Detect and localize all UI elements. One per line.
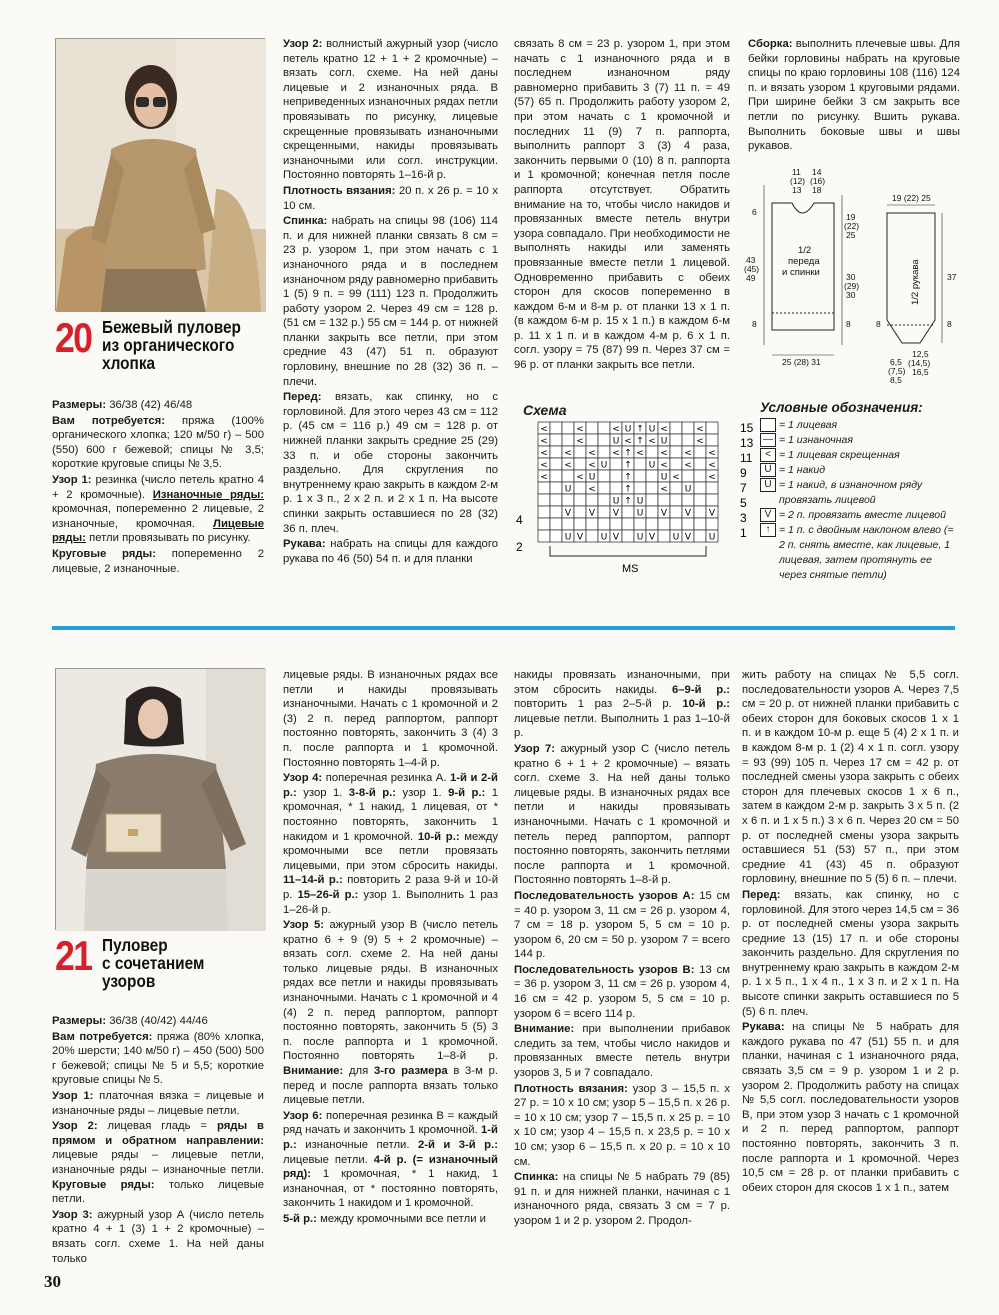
article-21-column-1 (52, 1014, 265, 1265)
chart-cell (562, 434, 574, 446)
paragraph: Круговые ряды: попеременно 2 лицевые, 2 изнаночные. (52, 547, 264, 575)
chart-cell (550, 494, 562, 506)
chart-symbol: < (696, 424, 704, 435)
chart-cell (574, 506, 586, 518)
chart-cell (550, 458, 562, 470)
chart-cell (634, 458, 646, 470)
legend-symbol-icon: U (760, 478, 776, 492)
repeat-bracket (550, 546, 706, 556)
chart-symbol: U (708, 532, 716, 543)
chart-symbol: U (624, 424, 632, 435)
chart-symbol: U (612, 496, 620, 507)
ms-label: MS (622, 563, 639, 575)
paragraph: Вам потребуется: пряжа (100% органического хлопка; 120 м/50 г) – 500 (550) 600 г бежевой; спицы № 3,5; короткие круговые спицы № 3,5. (52, 414, 264, 471)
paragraph: связать 8 см = 23 р. узором 1, при этом начать с 1 изнаночного ряда и в последнем изнаночном ряду равномерно прибавить 3 (7) 11 п. = 49 (57) 65 п. Продолжить работу узором 2, при этом начать с 1 кромочной и последних 11 (9) 7 п. раппорта, выполнить раппорт 3 (3) 4 раза, закончить первыми 0 (10) 8 п. раппорта и 1 кромочной; конечная петля после раппорта отсутствует. Обратить внимание на то, чтобы число накидов и провязанных вместе петель внутри узора совпадало. При необходимости не выполнять накиды или заменять провязанные вместе петли 1 лицевой. Одновременно прибавить с обеих сторон для скосов попеременно в каждом 6-м и 8-м р. от планки 13 x 1 п. (в каждом 6-м р. 15 x 1 п.) в каждом 6-м р. 11 x 1 п. и в каждом 4-м р. 6 x 1 п. согл. узору = 75 (87) 99 п. Через 37 см = 96 р. от планки закрыть все петли. (514, 38, 730, 372)
paragraph: Узор 2: волнистый ажурный узор (число петель кратно 12 + 1 + 2 кромочные) – вязать согл. схеме. На ней даны лицевые и 2 изнаночных ряда. В неприведенных изнаночных рядах петли провязывать по рисунку, лицевые скрещенные провязывать изнаночными скрещенными, накиды провязывать изнаночными или согл. инструкции. Постоянно повторять 1–16-й р. (283, 38, 498, 182)
chart-cell (634, 518, 646, 530)
row-number-right: 1 (740, 526, 747, 540)
row-number-right: 7 (740, 481, 747, 495)
chart-cell (586, 422, 598, 434)
chart-cell (634, 470, 646, 482)
chart-cell (550, 434, 562, 446)
legend-symbol-icon: — (760, 433, 776, 447)
dim-label: 16,5 (912, 367, 929, 377)
article-21-column-4 (742, 668, 959, 1260)
chart-cell (598, 494, 610, 506)
chart-cell (550, 470, 562, 482)
chart-cell (598, 506, 610, 518)
dim-label: 12,5 (912, 349, 929, 359)
chart-cell (682, 518, 694, 530)
chart-symbol: U (672, 532, 680, 543)
paragraph: Последовательность узоров А: 15 см = 40 р. узором 3, 11 см = 26 р. узором 4, 7 см = 18 р. узором 5, 5 см = 10 р. узором 6, 20 см = 50 р. узором 7 = всего 144 р. (514, 889, 730, 961)
chart-cell (538, 530, 550, 542)
chart-cell (682, 494, 694, 506)
chart-symbol: U (612, 436, 620, 447)
dim-label: 8 (846, 319, 851, 329)
chart-cell (694, 530, 706, 542)
chart-symbol: < (612, 448, 620, 459)
title-line: Пуловер (101, 935, 168, 955)
paragraph: жить работу на спицах № 5,5 согл. последовательности узоров А. Через 7,5 см = 20 р. от нижней планки прибавить с обеих сторон для боковых скосов 1 x 1 п. и в каждом 10-м р. еще 5 (4) 2 x 1 п. и в каждом 8-м р. 1 (2) 4 x 1 п. согл. узору = 93 (99) 105 п. Через 17 см = 42 р. от последней смены узора закрыть с обеих сторон для плечевых скосов 1 x 6 п., затем в каждом 2-м р. закрыть 3 x 5 п. (2 x 6 п. и 1 x 5 п.) 3 x 6 п. Через 20 см = 50 р. от последней смены узора закрыть оставшиеся 51 (53) 57 п., при этом средние 41 (43) 45 п. образуют горловину, внешние по 5 (5) 6 п. – плечи. (742, 669, 959, 886)
chart-cell (670, 458, 682, 470)
article-20-column-2 (283, 37, 498, 597)
dim-label: 18 (812, 185, 822, 195)
paragraph: Узор 4: поперечная резинка А. 1-й и 2-й р.: узор 1. 3-8-й р.: узор 1. 9-й р.: 1 кромочная, * 1 накид, 1 лицевая, от * постоянно повторять, закончить 1 накидом и 1 кромочной. 10-й р.: между кромочными все петли провязать лицевыми, при этом сбросить накиды. 11–14-й р.: повторить 2 раза 9-й и 10-й р. 15–26-й р.: узор 1. Выполнить 1 раз 1–26-й р. (283, 772, 499, 916)
chart-cell (562, 470, 574, 482)
chart-symbol: U (600, 532, 608, 543)
paragraph: Плотность вязания: 20 п. x 26 р. = 10 x 10 см. (283, 184, 498, 212)
chart-cell (550, 482, 562, 494)
chart-symbol: ↑ (624, 460, 632, 471)
legend-text: = 1 лицевая (779, 419, 838, 431)
chart-symbol: ↑ (624, 448, 632, 459)
chart-symbol: U (636, 496, 644, 507)
title-line: с сочетанием (101, 953, 205, 973)
paragraph: накиды провязать изнаночными, при этом сбросить накиды. 6–9-й р.: повторить 1 раз 2–5-й р. 10-й р.: лицевые петли. Выполнить 1 раз 1–10-й р. (514, 669, 730, 740)
chart-cell (586, 530, 598, 542)
chart-cell (598, 446, 610, 458)
chart-cell (550, 518, 562, 530)
paragraph: Перед: вязать, как спинку, но с горловиной. Для этого через 14,5 см = 36 р. от последней смены узора закрыть средние 13 (15) 17 п. и обе стороны закончить раздельно. Для скругления по внутреннему краю закрыть в каждом 2-м р. 1 x 5 п., 1 x 4 п., 1 x 3 п. и 2 x 1 п. На высоте спинки закрыть оставшиеся по 5 (5) 6 п. плеч. (742, 888, 959, 1018)
chart-cell (706, 518, 718, 530)
dim-label: 11 (792, 167, 801, 177)
chart-symbol: V (588, 508, 596, 519)
chart-symbol: U (648, 460, 656, 471)
chart-cell (694, 494, 706, 506)
chart-cell (610, 470, 622, 482)
paragraph: Спинка: на спицы № 5 набрать 79 (85) 91 п. и для нижней планки, начиная с 1 изнаночного ряда, связать 3 см = 7 р. узором 1 и 2 р. узором 2. Продол- (514, 1171, 730, 1227)
chart-cell (646, 470, 658, 482)
legend-title: Условные обозначения: (760, 400, 923, 415)
legend-item (760, 418, 960, 433)
legend-text: = 1 изнаночная (779, 434, 853, 446)
chart-symbol: U (636, 508, 644, 519)
chart-symbol: < (540, 472, 548, 483)
legend-symbol-icon: ↑ (760, 523, 776, 537)
chart-symbol: ↑ (624, 484, 632, 495)
chart-cell (574, 446, 586, 458)
chart-cell (550, 530, 562, 542)
dim-label: 8 (876, 319, 881, 329)
photo-beige-pullover (55, 38, 265, 311)
chart-symbol: U (684, 484, 692, 495)
paragraph: Узор 6: поперечная резинка В = каждый ряд начать и закончить 1 кромочной. 1-й р.: изнаночные петли. 2-й и 3-й р.: лицевые петли. 4-й р. (= изнаночный ряд): 1 кромочная, * 1 накид, 1 изнаночная, от * постоянно повторять, закончить 1 накидом и 1 кромочной. (283, 1109, 498, 1210)
chart-cell (706, 494, 718, 506)
chart-cell (574, 482, 586, 494)
legend-text: = 1 накид, в изнаночном ряду провязать лицевой (779, 479, 923, 506)
paragraph: Узор 7: ажурный узор С (число петель кратно 6 + 1 + 2 кромочные) – вязать согл. схеме 3. На ней даны только лицевые ряды. В изнаночных рядах все петли и накиды провязывать изнаночными. Начать с 1 кромочной и петель перед раппортом, раппорт постоянно повторять, закончить петлями после раппорта и 1 кромочной. Постоянно повторять 1–8-й р. (514, 742, 730, 887)
row-number-right: 11 (740, 451, 753, 465)
chart-symbol: U (600, 460, 608, 471)
paragraph: лицевые ряды. В изнаночных рядах все петли и накиды провязывать изнаночными. Начать с 1 кромочной и 2 (3) 2 п. перед раппортом, раппорт постоянно повторять, закончить 3 (4) 3 п. после раппорта и 1 кромочной. Постоянно повторять 1–4-й р. (283, 669, 498, 769)
paragraph: Вам потребуется: пряжа (80% хлопка, 20% шерсти; 140 м/50 г) – 450 (500) 500 г бежевой; спицы № 5 и 5,5; короткие круговые спицы № 5. (52, 1030, 264, 1087)
schema-title: Схема (523, 402, 567, 418)
chart-symbol: < (564, 448, 572, 459)
photo-combined-pattern-pullover (55, 668, 265, 930)
row-number-right: 9 (740, 466, 747, 480)
chart-cell (598, 518, 610, 530)
chart-cell (574, 458, 586, 470)
dim-label: (29) (844, 281, 860, 291)
chart-symbol: V (612, 508, 620, 519)
chart-cell (538, 494, 550, 506)
chart-cell (562, 494, 574, 506)
dim-label: 37 (947, 272, 957, 282)
chart-symbol: ↑ (624, 496, 632, 507)
row-number-right: 13 (740, 436, 754, 450)
dim-label: 14 (812, 167, 822, 177)
chart-cell (706, 482, 718, 494)
dim-label: (14,5) (908, 358, 931, 368)
legend (760, 400, 960, 583)
chart-symbol: U (636, 532, 644, 543)
paragraph: Узор 2: лицевая гладь = ряды в прямом и обратном направлении: лицевые ряды – лицевые петли, изнаночные ряды – изнаночные петли. Круговые ряды: только лицевые петли. (52, 1120, 265, 1206)
dim-label: (12) (790, 176, 806, 186)
chart-symbol: < (576, 424, 584, 435)
chart-symbol: V (708, 508, 716, 519)
title-line: из органического (101, 335, 235, 355)
dim-label: (22) (844, 221, 860, 231)
legend-symbol-icon (760, 418, 776, 432)
chart-cell (634, 482, 646, 494)
chart-cell (586, 434, 598, 446)
chart-symbol: V (660, 508, 668, 519)
chart-symbol: U (660, 472, 668, 483)
article-21-column-2 (283, 668, 498, 1260)
dim-label: (45) (744, 264, 760, 274)
article-20-column-1 (52, 398, 264, 598)
chart-cell (694, 518, 706, 530)
chart-symbol: < (648, 436, 656, 447)
dim-label: 25 (28) 31 (782, 357, 821, 367)
chart-symbol: < (612, 424, 620, 435)
chart-symbol: ↑ (636, 436, 644, 447)
chart-symbol: < (540, 448, 548, 459)
legend-item (760, 433, 960, 448)
paragraph: Рукава: набрать на спицы для каждого рукава по 46 (50) 54 п. и для планки (283, 538, 498, 565)
legend-text: = 1 накид (779, 464, 826, 476)
chart-symbol: < (624, 436, 632, 447)
dim-label: 19 (22) 25 (892, 193, 931, 203)
paragraph: Последовательность узоров В: 13 см = 36 р. узором 3, 11 см = 26 р. узором 4, 16 см = 42 р. узором 5, 5 см = 10 р. узором 6 = всего 114 р. (514, 963, 730, 1020)
dim-label: 43 (746, 255, 756, 265)
paragraph: Узор 5: ажурный узор В (число петель кратно 6 + 9 (9) 5 + 2 кромочные) – вязать согл. схеме 2. На ней даны только лицевые ряды. В изнаночных рядах все петли и накиды провязывать изнаночными. Начать с 1 кромочной и 4 (4) 2 п. перед раппортом, раппорт постоянно повторять, закончить 5 (5) 3 п. после раппорта и 1 кромочной. Постоянно повторять 1–8-й р. Внимание: для 3-го размера в 3-м р. перед и после раппорта вязать только лицевые петли. (283, 919, 498, 1107)
legend-item (760, 478, 960, 508)
chart-cell (538, 482, 550, 494)
chart-cell (562, 518, 574, 530)
chart-symbol: < (708, 472, 716, 483)
article-20-title (55, 314, 260, 373)
chart-symbol: U (564, 484, 572, 495)
paragraph: Узор 3: ажурный узор А (число петель кратно 4 + 1 (3) 1 + 2 кромочные) – вязать согл. схеме 1. На ней даны только (52, 1208, 264, 1265)
chart-cell (646, 482, 658, 494)
knitting-chart (510, 418, 754, 593)
dim-label: 49 (746, 273, 756, 283)
article-number: 20 (55, 314, 92, 361)
front-back-label-2: переда (788, 256, 820, 267)
chart-cell (646, 518, 658, 530)
chart-symbol: V (684, 508, 692, 519)
paragraph: Сборка: выполнить плечевые швы. Для бейки горловины набрать на круговые спицы по краю горловины 108 (116) 124 п. и вязать узором 1 круговыми рядами. При ширине бейки 3 см закрыть все петли по рисунку. Вшить рукава. Выполнить боковые швы и швы рукавов. (748, 38, 960, 153)
dim-label: 6 (752, 207, 757, 217)
paragraph: Перед: вязать, как спинку, но с горловиной. Для этого через 43 см = 112 р. (45 см = 116 р.) 49 см = 128 р. от нижней планки закрыть средние 25 (29) 33 п. и обе стороны закончить раздельно. Для скругления по внутреннему краю закрыть в каждом 2-м р. 1 x 3 п., 2 x 2 п. и 2 x 1 п. На высоте спинки закрыть оставшиеся по 28 (32) 36 п. плеч. (283, 391, 498, 535)
chart-cell (646, 446, 658, 458)
chart-cell (670, 482, 682, 494)
chart-cell (622, 506, 634, 518)
chart-symbol: < (564, 460, 572, 471)
legend-item (760, 463, 960, 478)
chart-cell (694, 506, 706, 518)
chart-cell (574, 494, 586, 506)
chart-cell (646, 494, 658, 506)
page-number: 30 (44, 1272, 61, 1291)
chart-symbol: < (540, 460, 548, 471)
chart-cell (586, 494, 598, 506)
chart-cell (682, 434, 694, 446)
dim-label: (7,5) (888, 366, 906, 376)
chart-symbol: U (648, 424, 656, 435)
row-number-left: 4 (516, 513, 523, 527)
row-number-right: 5 (740, 496, 747, 510)
chart-cell (658, 530, 670, 542)
chart-symbol: V (648, 532, 656, 543)
legend-text: = 1 лицевая скрещенная (779, 449, 900, 461)
dim-label: 25 (846, 230, 856, 240)
article-20-column-3 (514, 37, 730, 387)
dim-label: (16) (810, 176, 826, 186)
paragraph: Плотность вязания: узор 3 – 15,5 п. x 27 р. = 10 x 10 см; узор 5 – 15,5 п. x 26 р. = 10 x 10 см; узор 7 – 15,5 п. x 25 р. = 10 x 10 см; узор 4 – 15,5 п. x 23,5 р. = 10 x 10 см; узор 6 – 15,5 п. x 20 р. = 10 x 10 см. (514, 1082, 731, 1168)
garment-schematic (742, 165, 962, 395)
row-number-right: 15 (740, 421, 754, 435)
article-21-column-3 (514, 668, 730, 1260)
chart-cell (550, 446, 562, 458)
paragraph: Размеры: 36/38 (42) 46/48 (52, 399, 193, 411)
title-line: Бежевый пуловер (101, 317, 241, 337)
article-number: 21 (55, 932, 92, 979)
chart-cell (610, 458, 622, 470)
dim-label: 30 (846, 290, 856, 300)
chart-cell (694, 446, 706, 458)
legend-item (760, 448, 960, 463)
paragraph: Рукава: на спицы № 5 набрать для каждого рукава по 47 (51) 55 п. и для планки, начиная с 1 изнаночного ряда, связать 3,5 см = 9 р. узором 1 и 2 р. узором 2. Продолжить работу на спицах № 5,5 согл. последовательности узоров В, при этом узор 3 начать с 1 кромочной и 2 п. перед раппортом, раппорт постоянно повторять, закончить 3 п. после раппорта и 1 кромочной. Через 10,5 см = 28 р. от планки прибавить с обеих сторон для скосов 1 x 1 п., затем (742, 1021, 959, 1194)
title-line: хлопка (101, 353, 155, 373)
chart-cell (670, 434, 682, 446)
chart-symbol: V (576, 532, 584, 543)
row-number-right: 3 (740, 511, 747, 525)
chart-symbol: < (696, 436, 704, 447)
chart-cell (550, 506, 562, 518)
chart-cell (670, 506, 682, 518)
chart-symbol: V (684, 532, 692, 543)
chart-symbol: ↑ (636, 424, 644, 435)
chart-cell (610, 518, 622, 530)
chart-cell (670, 422, 682, 434)
dim-label: 6,5 (890, 357, 902, 367)
chart-cell (622, 518, 634, 530)
chart-symbol: < (660, 460, 668, 471)
chart-symbol: < (672, 472, 680, 483)
legend-symbol-icon: U (760, 463, 776, 477)
chart-cell (706, 422, 718, 434)
chart-symbol: < (684, 448, 692, 459)
chart-symbol: < (684, 460, 692, 471)
chart-cell (586, 518, 598, 530)
chart-cell (658, 494, 670, 506)
chart-symbol: < (636, 448, 644, 459)
chart-symbol: < (588, 484, 596, 495)
chart-symbol: < (660, 424, 668, 435)
chart-cell (682, 422, 694, 434)
chart-symbol: V (564, 508, 572, 519)
dim-label: 8,5 (890, 375, 902, 385)
chart-cell (694, 470, 706, 482)
chart-cell (670, 494, 682, 506)
dim-label: 13 (792, 185, 802, 195)
chart-cell (658, 518, 670, 530)
chart-cell (598, 422, 610, 434)
paragraph: 5-й р.: между кромочными все петли и (283, 1212, 486, 1225)
dim-label: 30 (846, 272, 856, 282)
chart-symbol: < (576, 472, 584, 483)
section-divider (52, 626, 955, 630)
dim-label: 19 (846, 212, 856, 222)
chart-cell (622, 530, 634, 542)
article-20-column-4 (748, 37, 960, 167)
chart-cell (598, 470, 610, 482)
chart-symbol: < (660, 484, 668, 495)
chart-symbol: U (564, 532, 572, 543)
paragraph: Узор 1: резинка (число петель кратно 4 + 2 кромочные). Изнаночные ряды: кромочная, попеременно 2 лицевые, 2 изнаночные, кромочная. Лицевые ряды: петли провязывать по рисунку. (52, 473, 264, 545)
chart-symbol: < (576, 436, 584, 447)
chart-cell (646, 506, 658, 518)
dim-label: 8 (752, 319, 757, 329)
chart-symbol: U (588, 472, 596, 483)
chart-symbol: V (612, 532, 620, 543)
title-line: узоров (101, 971, 156, 991)
chart-symbol: < (708, 460, 716, 471)
front-back-label-3: и спинки (782, 267, 820, 278)
sleeve-label: 1/2 рукава (910, 259, 921, 305)
chart-cell (562, 422, 574, 434)
legend-item (760, 523, 960, 583)
chart-cell (574, 518, 586, 530)
chart-symbol: U (660, 436, 668, 447)
legend-text: = 2 п. провязать вместе лицевой (779, 509, 946, 521)
chart-symbol: < (540, 436, 548, 447)
legend-item (760, 508, 960, 523)
chart-symbol: < (708, 448, 716, 459)
chart-cell (598, 434, 610, 446)
chart-symbol: < (660, 448, 668, 459)
chart-cell (538, 506, 550, 518)
chart-cell (682, 470, 694, 482)
paragraph: Внимание: при выполнении прибавок следить за тем, чтобы число накидов и провязанных вместе петель внутри узоров 3, 5 и 7 совпадало. (514, 1023, 730, 1080)
chart-cell (550, 422, 562, 434)
chart-cell (694, 482, 706, 494)
chart-symbol: < (588, 448, 596, 459)
chart-symbol: < (588, 460, 596, 471)
dim-label: 8 (947, 319, 952, 329)
chart-cell (670, 518, 682, 530)
front-back-label-1: 1/2 (798, 245, 812, 256)
chart-symbol: ↑ (624, 472, 632, 483)
row-number-left: 2 (516, 540, 523, 554)
paragraph: Размеры: 36/38 (40/42) 44/46 (52, 1015, 208, 1027)
chart-cell (538, 518, 550, 530)
article-21-title (55, 932, 218, 991)
legend-symbol-icon: V (760, 508, 776, 522)
paragraph: Узор 1: платочная вязка = лицевые и изнаночные ряды – лицевые петли. (52, 1089, 264, 1117)
chart-cell (610, 482, 622, 494)
chart-cell (694, 458, 706, 470)
chart-cell (706, 434, 718, 446)
chart-cell (598, 482, 610, 494)
legend-symbol-icon: < (760, 448, 776, 462)
chart-cell (670, 446, 682, 458)
legend-text: = 1 п. с двойным наклоном влево (= 2 п. снять вместе, как лицевые, 1 лицевая, затем протянуть ее через снятые петли) (779, 524, 954, 581)
chart-symbol: < (540, 424, 548, 435)
paragraph: Спинка: набрать на спицы 98 (106) 114 п. и для нижней планки связать 8 см = 23 р. узором 1, при этом начать с 1 изнаночного ряда и в последнем изнаночном ряду равномерно прибавить 1 (5) 9 п. = 99 (111) 123 п. Продолжить работу узором 2. Через 49 см = 128 р. (51 см = 132 р.) 55 см = 144 р. от нижней планки закрыть все петли, при этом средние 43 (47) 51 п. образуют горловину, внешние по 28 (32) 36 п. – плечи. (283, 215, 498, 388)
